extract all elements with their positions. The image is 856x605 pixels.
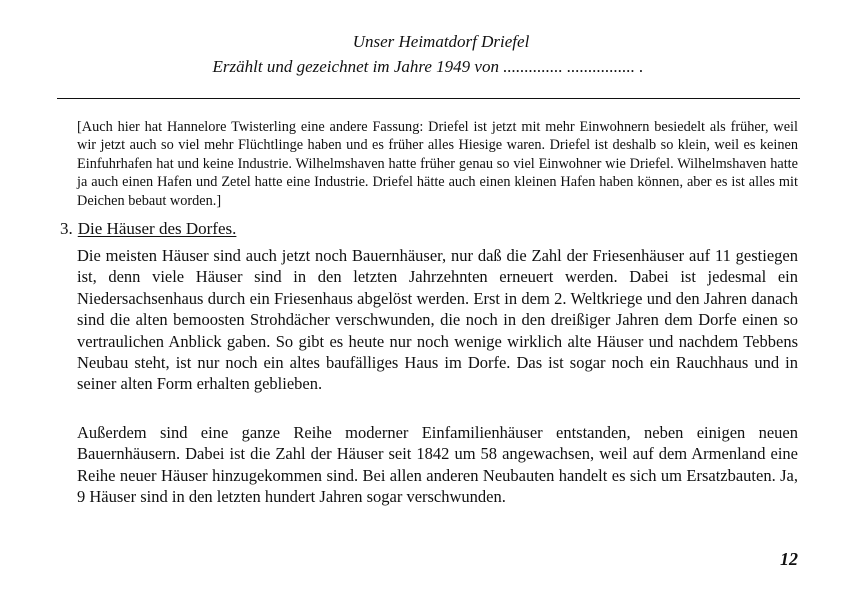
body-paragraph-1: Die meisten Häuser sind auch jetzt noch Bauernhäuser, nur daß die Zahl der Friesenhäuser auf 11 gestiegen ist, denn viele Häuser sind in den letzten Jahrzehnten erneuert werden. Dabei ist jedesmal ein Niedersachsenhaus durch ein Friesenhaus abgelöst werden. Erst in dem 2. Weltkriege und den Jahren danach sind die alten bemoosten Strohdächer verschwunden, die noch in den dreißiger Jahren dem Dorfe einen so vertraulichen Anblick gaben. So gibt es heute nur noch wenige wirklich alte Häuser und nachdem Tebbens Neubau steht, ist nur noch ein altes baufälliges Haus im Dorfe. Das ist sogar noch ein Rauchhaus und in seiner alten Form erhalten geblieben. [77, 246, 798, 394]
section-number: 3. [60, 219, 73, 238]
header-subtitle: Erzählt und gezeichnet im Jahre 1949 von .............. ................ . [212, 57, 644, 76]
section-heading [60, 218, 236, 240]
header-title: Unser Heimatdorf Driefel [352, 32, 530, 51]
page-header [0, 30, 856, 80]
editorial-note: [Auch hier hat Hannelore Twisterling eine andere Fassung: Driefel ist jetzt mit mehr Einwohnern besiedelt als früher, weil wir jetzt auch so viel mehr Flüchtlinge haben und es früher alles Hiesige waren. Driefel ist deshalb so klein, weil es keinen Einfuhrhafen hat und keine Industrie. Wilhelmshaven hatte früher genau so viel Einwohner wie Driefel. Wilhelmshaven hatte ja auch einen Hafen und Zetel hatte eine Industrie. Driefel hätte auch einen kleinen Hafen haben können, aber es ist alles mit Deichen bebaut worden.] [77, 119, 798, 209]
section-title: Die Häuser des Dorfes. [77, 219, 237, 238]
body-paragraph-2: Außerdem sind eine ganze Reihe moderner Einfamilienhäuser entstanden, neben einigen neuen Bauernhäusern. Dabei ist die Zahl der Häuser seit 1842 um 58 angewachsen, weil auf dem Armenland eine Reihe neuer Häuser hinzugekommen sind. Bei allen anderen Neubauten handelt es sich um Ersatzbauten. Ja, 9 Häuser sind in den letzten hundert Jahren sogar verschwunden. [77, 423, 798, 507]
page-number: 12 [780, 549, 798, 569]
header-divider [57, 98, 800, 99]
